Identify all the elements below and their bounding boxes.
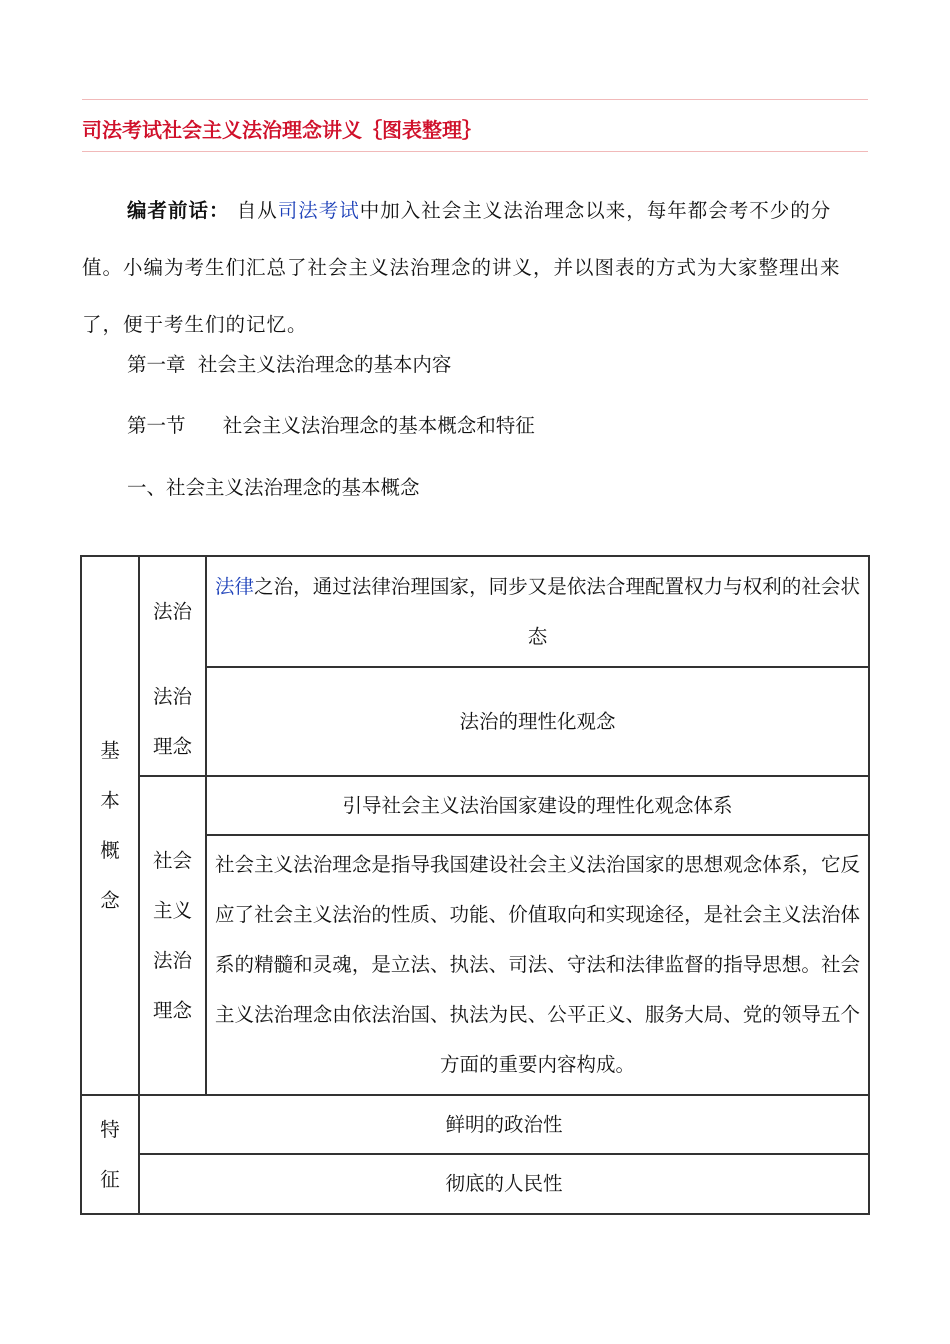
chapter-heading: 第一章 社会主义法治理念的基本内容 — [127, 353, 452, 376]
label-line: 社会 — [152, 848, 192, 872]
page-title: 司法考试社会主义法治理念讲义｛图表整理｝ — [82, 118, 482, 142]
row-text-shehui-2 — [207, 836, 868, 1094]
row-text-shehui-1: 引导社会主义法治国家建设的理性化观念体系 — [342, 793, 733, 817]
group-char: 本 — [100, 788, 120, 812]
title-bottom-rule — [82, 151, 868, 152]
row-label-fazhi: 法治 — [152, 599, 192, 623]
group-char: 念 — [100, 888, 120, 912]
row-label-linian — [140, 668, 205, 775]
label-line: 理念 — [152, 998, 192, 1022]
feature-item: 鲜明的政治性 — [445, 1112, 563, 1136]
group-char: 基 — [100, 738, 120, 762]
feature-item: 彻底的人民性 — [445, 1172, 563, 1195]
label-line: 法治 — [152, 948, 192, 972]
group-char: 特 — [100, 1117, 120, 1141]
group-basic-concept — [82, 557, 138, 1094]
fazhi-link[interactable]: 法律 — [215, 574, 255, 598]
section-heading: 第一节 社会主义法治理念的基本概念和特征 — [127, 414, 535, 437]
group-char: 征 — [100, 1167, 120, 1191]
label-line: 理念 — [152, 734, 192, 758]
label-line: 主义 — [152, 898, 192, 922]
row-label-shehui — [140, 777, 205, 1094]
intro-link[interactable]: 司法考试 — [277, 199, 360, 222]
concept-table — [80, 555, 870, 1215]
intro-paragraph — [82, 182, 868, 353]
intro-post: 中加入社会主义法治理念以来，每年都会考不少的分值。小编为考生们汇总了社会主义法治理念的讲义，并以图表的方式为大家整理出来了，便于考生们的记忆。 — [82, 199, 841, 336]
label-line: 法治 — [152, 684, 192, 708]
title-top-rule — [82, 99, 868, 100]
row-text-fazhi — [207, 557, 868, 666]
group-char: 概 — [100, 838, 120, 862]
shehui-paragraph: 社会主义法治理念是指导我国建设社会主义法治国家的思想观念体系，它反应了社会主义法治的性质、功能、价值取向和实现途径，是社会主义法治体系的精髓和灵魂，是立法、执法、司法、守法和法律监督的指导思想。社会主义法治理念由依法治国、执法为民、公平正义、服务大局、党的领导五个方面的重要内容构成。 — [215, 853, 860, 1076]
fazhi-text: 之治，通过法律治理国家，同步又是依法合理配置权力与权利的社会状态 — [254, 574, 860, 648]
group-feature — [82, 1096, 138, 1213]
intro-lead: 编者前话： — [127, 199, 230, 222]
row-text-linian: 法治的理性化观念 — [459, 709, 616, 733]
subsection-heading: 一、社会主义法治理念的基本概念 — [127, 476, 420, 499]
intro-pre: 自从 — [236, 199, 278, 222]
